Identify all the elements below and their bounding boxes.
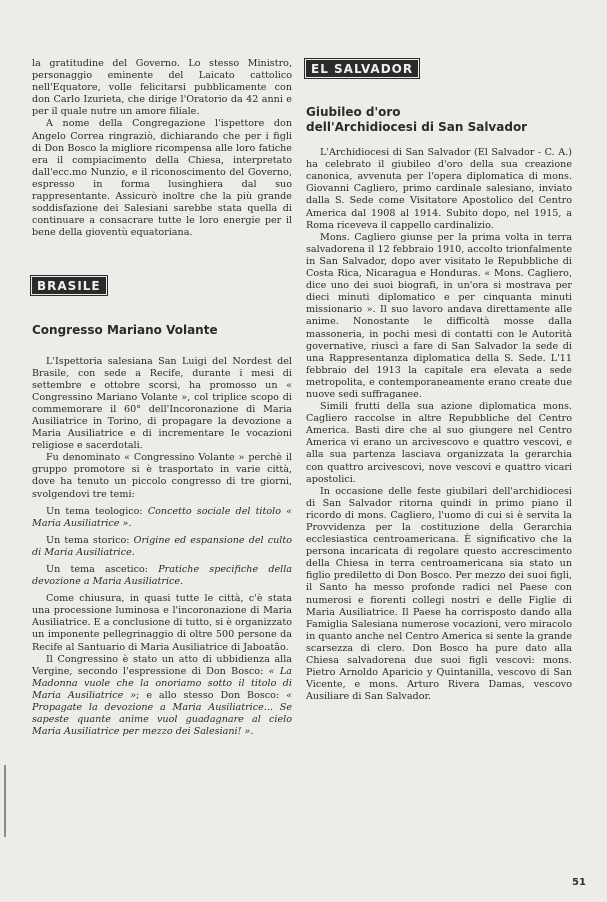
salvador-paragraph-1: L'Archidiocesi di San Salvador (El Salvador - C. A.) ha celebrato il giubileo d'oro della sua creazione canonica, avvenuta per l'opera diplomatica di mons. Giovanni Cagliero, primo cardinale salesiano, inviato dalla S. Sede come Visitatore Apostolico del Centro America dal 1908 al 1914. Subito dopo, nel 1915, a Roma riceveva il cappello cardinalizio. — [306, 147, 572, 231]
brasile-paragraph-1: L'Ispettoria salesiana San Luigi del Nordest del Brasile, con sede a Recife, durante i mesi di settembre e ottobre scorsi, ha promosso un « Congressino Mariano Volante », col triplice scopo di commemorare il 60° dell'Incoronazione di Maria Ausiliatrice in Torino, di propagare la devozione a Maria Ausiliatrice e di incrementare le vocazioni religiose e sacerdotali. — [32, 355, 292, 452]
salvador-paragraph-2: Mons. Cagliero giunse per la prima volta in terra salvadorena il 12 febbraio 1910, accolto trionfalmente in San Salvador, dopo aver visitato le Repubbliche di Costa Rica, Nicaragua e Honduras. « Mons. Cagliero, dice uno dei suoi biografi, in un'ora si mostrava per dieci minuti diplomatico e per cinquanta minuti missionario ». Il suo lavoro andava direttamente alle anime. Nonostante le difficoltà mosse dalla massoneria, in pochi mesi di contatti con le Autorità governative, riuscì a fare di San Salvador la sede di una Rappresentanza diplomatica della S. Sede. L'11 febbraio del 1913 la capitale era elevata a sede metropolita, e contemporaneamente erano create due nuove sedi suffraganee. — [306, 231, 572, 400]
theme-theological: Un tema teologico: Concetto sociale del titolo « Maria Ausiliatrice ». — [32, 505, 292, 529]
brasile-paragraph-2: Fu denominato « Congressino Volante » perchè il gruppo promotore si è trasportato in varie città, dove ha tenuto un piccolo congresso di tre giorni, svolgendovi tre temi: — [32, 452, 292, 500]
heading-line-1: Giubileo d'oro — [306, 105, 401, 120]
margin-mark — [4, 765, 6, 837]
article-heading-giubileo — [306, 105, 572, 135]
right-column — [306, 60, 572, 703]
article-heading-congresso: Congresso Mariano Volante — [32, 322, 218, 337]
page-number: 51 — [572, 877, 586, 888]
brasile-paragraph-4: Il Congressino è stato un atto di ubbidienza alla Vergine, secondo l'espressione di Don Bosco: « La Madonna vuole che la onoriamo sotto il titolo di Maria Ausiliatrice »; e allo stesso Don Bosco: « Propagate la devozione a Maria Ausiliatrice... Se sapeste quante anime vuol guadagnare al cielo Maria Ausiliatrice per mezzo dei Salesiani! ». — [32, 653, 292, 738]
left-column — [32, 58, 292, 738]
brasile-paragraph-3: Come chiusura, in quasi tutte le città, c'è stata una processione luminosa e l'incoronazione di Maria Ausiliatrice. E a conclusione di tutto, si è organizzato un imponente pellegrinaggio di oltre 500 persone da Recife al Santuario di Maria Ausiliatrice di Jaboatão. — [32, 593, 292, 653]
salvador-paragraph-4: In occasione delle feste giubilari dell'archidiocesi di San Salvador ritorna quindi in primo piano il ricordo di mons. Cagliero, l'uomo di cui si è servita la Provvidenza per la costituzione della Gerarchia ecclesiastica centroamericana. È significativo che la persona incaricata di regolare questo accrescimento della Chiesa in terra centroamericana sia stato un figlio prediletto di Don Bosco. Per mezzo dei suoi figli, il Santo ha messo profonde radici nel Paese con numerosi e fiorenti collegi nostri e delle Figlie di Maria Ausiliatrice. Il Paese ha corrisposto dando alla Famiglia Salesiana numerose vocazioni, vero miracolo in quanto anche nel Centro America si sente la grande scarsezza di clero. Don Bosco ha pure dato alla Chiesa salvadorena due suoi figli vescovi: mons. Pietro Arnoldo Aparicio y Quintanilla, vescovo di San Vicente, e mons. Arturo Rivera Damas, vescovo Ausiliare di San Salvador. — [306, 485, 572, 703]
intro-paragraph-2: A nome della Congregazione l'ispettore don Angelo Correa ringraziò, dichiarando che per i figli di Don Bosco la migliore ricompensa alle loro fatiche era il compiacimento della Chiesa, interpretato dall'ecc.mo Nunzio, e il riconoscimento del Governo, espresso in forma lusinghiera dal suo rappresentante. Assicurò inoltre che la più grande soddisfazione dei Salesiani sarebbe stata quella di continuare a consacrare tutte le loro energie per il bene della gioventù equatoriana. — [32, 118, 292, 239]
theme-historical: Un tema storico: Origine ed espansione del culto di Maria Ausiliatrice. — [32, 534, 292, 558]
salvador-paragraph-3: Simili frutti della sua azione diplomatica mons. Cagliero raccolse in altre Repubbliche del Centro America. Basti dire che al suo giungere nel Centro America vi erano un arcivescovo e quattro vescovi, e alla sua partenza lasciava organizzata la gerarchia con quattro arcivescovi, nove vescovi e quattro vicari apostolici. — [306, 401, 572, 485]
intro-paragraph-1: la gratitudine del Governo. Lo stesso Ministro, personaggio eminente del Laicato cattolico nell'Equatore, volle felicitarsi pubblicamente con don Carlo Izurieta, che dirige l'Oratorio da 42 anni e per il quale nutre un amore filiale. — [32, 58, 292, 118]
country-badge-brasile: BRASILE — [32, 277, 106, 294]
heading-line-2: dell'Archidiocesi di San Salvador — [306, 120, 528, 135]
country-badge-el-salvador: EL SALVADOR — [306, 60, 418, 77]
theme-ascetic: Un tema ascetico: Pratiche specifiche della devozione a Maria Ausiliatrice. — [32, 564, 292, 588]
